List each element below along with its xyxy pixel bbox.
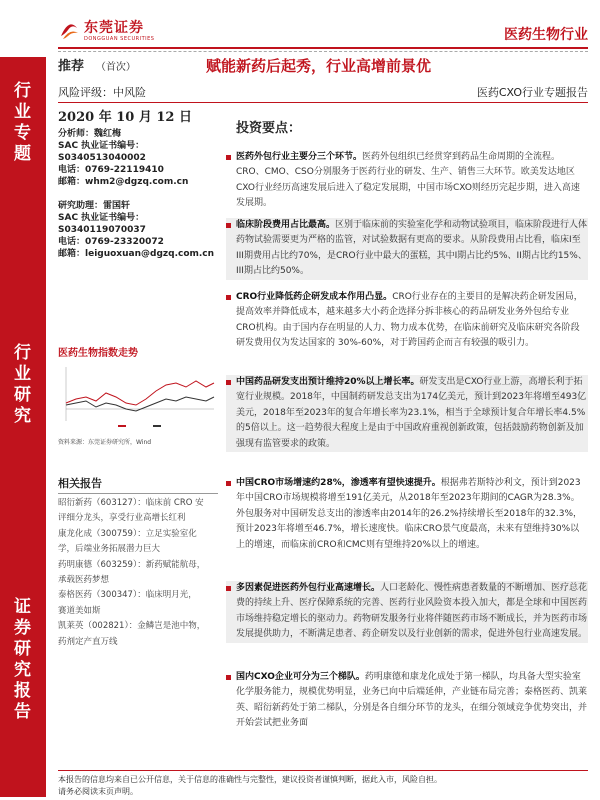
analyst-sac-label: SAC 执业证书编号： (58, 141, 145, 151)
footer-disclaimer: 本报告的信息均来自已公开信息，关于信息的准确性与完整性，建议投资者谨慎判断，据此入市，风险自担。 (58, 775, 442, 784)
point-head: 临床阶段费用占比最高。 (236, 220, 336, 230)
bullet-icon (226, 380, 231, 385)
sidebar-label-report (0, 597, 46, 723)
header-divider (58, 47, 588, 49)
analyst-name: 分析师：魏红梅 (58, 129, 122, 139)
investment-point (226, 150, 588, 212)
related-item[interactable]: 药明康德（603259）：新药赋能航母， (58, 559, 206, 570)
point-head: 中国CRO市场增速约28%，渗透率有望快速提升。 (236, 478, 441, 488)
report-title: 赋能新药后起秀，行业高增前景优 (206, 57, 432, 75)
point-head: 医药外包行业主要分三个环节。 (236, 152, 363, 162)
point-body: 人口老龄化、慢性病患者数量的不断增加、医疗总花费的持续上升、医疗保障系统的完善、医药行业风险资本投入加大，都是全球和中国医药市场维持稳定增长的驱动力。药物研发服务行业将伴随医药市场不断成长，并为医药市场发展提供助力，不断满足患者、药企研发以及行业创新的需求，促进外包行业高速发展。 (236, 583, 588, 640)
analyst-email[interactable]: 邮箱：whm2@dgzq.com.cn (58, 177, 189, 187)
related-item[interactable]: 承载医药梦想 (58, 575, 110, 586)
index-chart (58, 344, 218, 460)
investment-point (226, 476, 588, 553)
dashed-divider (58, 51, 588, 52)
sidebar-text-research: 行业研究 (14, 343, 32, 426)
point-body: 研发支出是CXO行业上游，高增长利于拓宽行业规模。2018年，中国制药研发总支出为174亿美元，预计到2023年将增至493亿美元，2018年至2023年的复合年增长率为23.1%，相当于全球预计复合年增长率4.5%的5倍以上。这一趋势很大程度上是由于中国政府重视创新政策，包括鼓励药物创新及加强现有监管要求的政策。 (236, 377, 587, 449)
bullet-icon (226, 223, 231, 228)
sidebar-label-topic (0, 81, 46, 165)
chart-plot (58, 363, 218, 433)
related-item[interactable]: 药剂定产直万线 (58, 636, 118, 647)
rating-note: （首次） (95, 62, 136, 73)
investment-point (226, 670, 588, 732)
related-item[interactable]: 学，后端业务拓展潜力巨大 (58, 544, 161, 555)
related-reports (58, 475, 218, 650)
chart-series-index (66, 381, 214, 405)
related-item[interactable]: 泰格医药（300347）：临床明月光， (58, 590, 197, 601)
bullet-icon (226, 675, 231, 680)
related-item[interactable]: 评细分龙头，享受行业高增长红利 (58, 513, 186, 524)
sidebar (0, 57, 46, 797)
assistant-name: 研究助理：雷国轩 (58, 201, 131, 211)
left-column (58, 112, 218, 260)
rating (58, 55, 136, 74)
related-item[interactable]: 康龙化成（300759）：立足实验室化 (58, 528, 197, 539)
logo-name: 东莞证券 (84, 19, 144, 36)
logo-icon (58, 20, 80, 42)
point-head: 国内CXO企业可分为三个梯队。 (236, 672, 365, 682)
bullet-icon (226, 586, 231, 591)
logo-en-name: DONGGUAN SECURITIES (84, 35, 155, 42)
footer-note: 请务必阅读末页声明。 (58, 787, 138, 796)
point-body: CRO行业存在的主要目的是解决药企研发困局，提高效率并降低成本，越来越多大小药企选择分拆非核心的药品研发业务外包给专业CRO机构。由于国内存在明显的人力、物力成本优势，在临床前研究及临床研究各阶段研发费用仅为发达国家的 30%-60%，对于跨国药企而言有较强的吸引力。 (236, 292, 583, 349)
assistant-phone: 电话：0769-23320072 (58, 237, 164, 247)
bullet-icon (226, 295, 231, 300)
analyst-info (58, 128, 218, 188)
point-body: 区别于临床前的实验室化学和动物试验项目，临床阶段进行人体药物试验需要更为严格的监管，对试验数据有更高的要求。从阶段费用占比看，临床I至III期费用占比约70%，是CRO行业中最大的蛋糕，其中I期占比约5%、II期占比约15%、III期占比约50%。 (236, 220, 588, 277)
assistant-info (58, 200, 218, 260)
investment-point (226, 581, 588, 643)
chart-source: 资料来源：东莞证券研究所，Wind (58, 439, 152, 446)
related-item[interactable]: 赛道美如斯 (58, 605, 101, 616)
bullet-icon (226, 481, 231, 486)
sidebar-label-research (0, 343, 46, 427)
assistant-email[interactable]: 邮箱：leiguoxuan@dgzq.com.cn (58, 249, 215, 259)
chart-legend-swatch-2 (153, 425, 161, 427)
risk-rating: 风险评级：中风险 (58, 86, 146, 99)
related-item[interactable]: 昭衍新药（603127）：临床前 CRO 安 (58, 498, 204, 508)
chart-title: 医药生物指数走势 (58, 348, 138, 359)
industry-label: 医药生物行业 (504, 27, 588, 43)
header (58, 20, 588, 46)
footer (58, 770, 588, 798)
report-date: 2020 年 10 月 12 日 (58, 110, 192, 125)
investment-point (226, 218, 588, 280)
investment-point (226, 375, 588, 452)
point-head: 中国药品研发支出预计维持20%以上增长率。 (236, 377, 420, 387)
related-item[interactable]: 凯莱英（002821）：金鳞岂是池中物， (58, 621, 206, 632)
title-divider (58, 102, 588, 103)
point-head: CRO行业降低药企研发成本作用凸显。 (236, 292, 393, 302)
point-body: 根据弗若斯特沙利文，预计到2023年中国CRO市场规模将增至191亿美元，从2018年至2023年期间的CAGR为28.3%。外包服务对中国研发总支出的渗透率由2014年的26.2%持续增长至2018年的32.3%，预计2023年将增至46.7%，增长速度快。临床CRO景气度最高，未来有望维持30%以上的增速，而临床前CRO和CMC则有望维持20%以上的增速。 (236, 478, 582, 550)
report-type: 医药CXO行业专题报告 (476, 86, 588, 99)
logo (58, 20, 154, 42)
assistant-sac-number: S0340119070037 (58, 225, 146, 235)
investment-points-title: 投资要点： (236, 121, 302, 136)
sidebar-text-topic: 行业专题 (14, 81, 32, 164)
investment-point (226, 290, 588, 352)
related-title: 相关报告 (58, 475, 218, 494)
rating-label: 推荐 (58, 59, 85, 74)
point-body: 药明康德和康龙化成处于第一梯队，均具备大型实验室化学服务能力，规模优势明显，业务已向中后端延伸，产业链布局完善；泰格医药、凯莱英、昭衍新药处于第二梯队，分别是各自细分环节的龙头，在细分领域竞争优势突出，并开始尝试把业务面 (236, 672, 588, 729)
analyst-phone: 电话：0769-22119410 (58, 165, 164, 175)
point-body: 医药外包组织已经贯穿到药品生命周期的全流程。CRO、CMO、CSO分别服务于医药行业的研发、生产、销售三大环节。欧美发达地区CXO行业经历高速发展后进入了稳定发展期，中国市场CXO则经历完起步期，进入高速发展期。 (236, 152, 580, 209)
analyst-sac-number: S0340513040002 (58, 153, 146, 163)
related-list (58, 496, 218, 650)
sidebar-text-report: 证券研究报告 (14, 597, 32, 722)
chart-legend-swatch-1 (118, 425, 126, 427)
bullet-icon (226, 155, 231, 160)
point-head: 多因素促进医药外包行业高速增长。 (236, 583, 381, 593)
assistant-sac-label: SAC 执业证书编号： (58, 213, 145, 223)
